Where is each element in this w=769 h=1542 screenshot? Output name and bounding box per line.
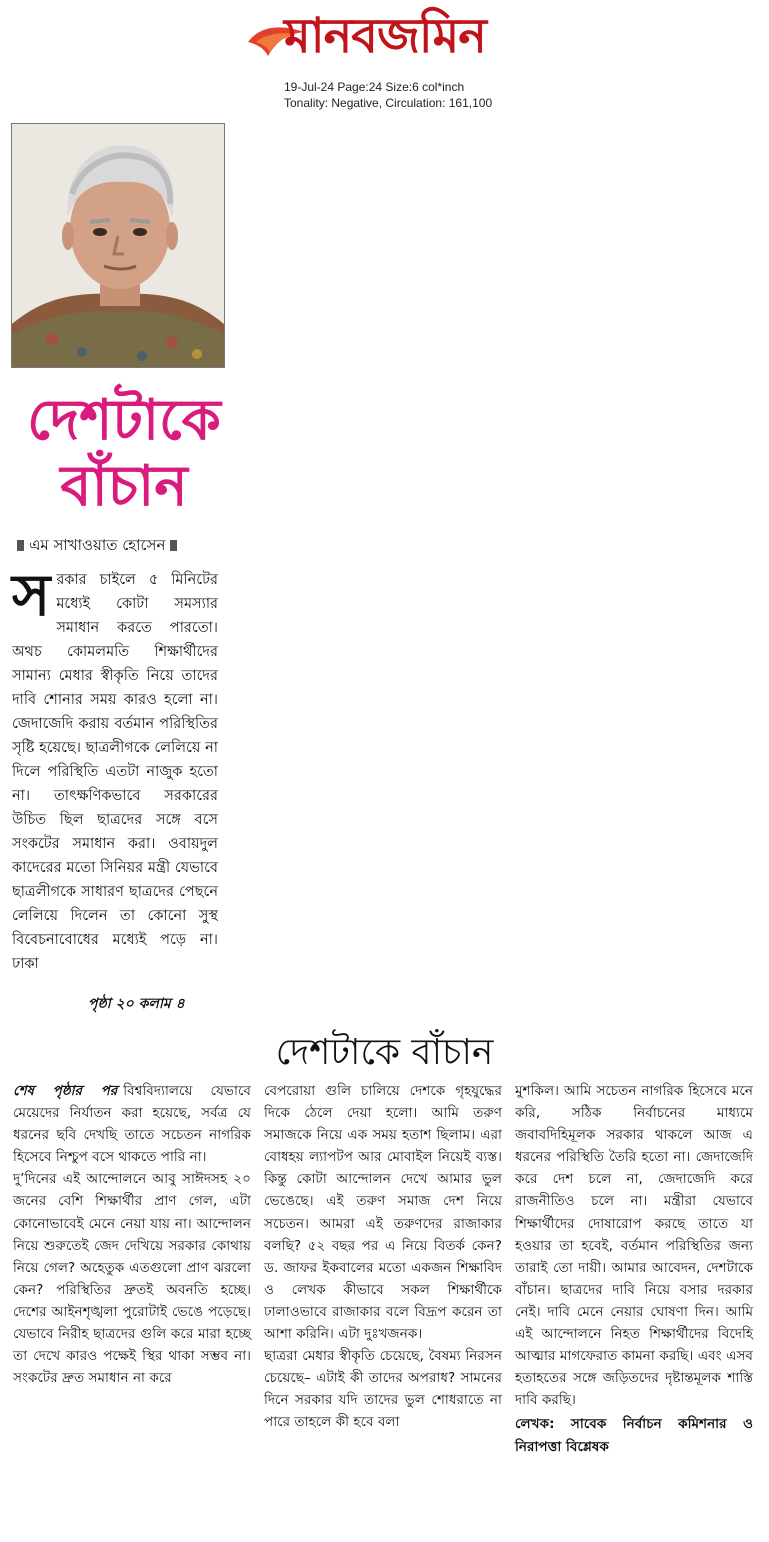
intro-paragraph (12, 561, 218, 976)
intro-text: রকার চাইলে ৫ মিনিটের মধ্যেই কোটা সমস্যার সমাধান করতে পারতো। অথচ কোমলমতি শিক্ষার্থীদের সামান্য মেধার স্বীকৃতি নিয়ে তাদের দাবি শোনার সময় কারও হলো না। জেদাজেদি করায় বর্তমান পরিস্থিতির সৃষ্টি হয়েছে। ছাত্রলীগকে লেলিয়ে না দিলে পরিস্থিতি এতটা নাজুক হতো না। তাৎক্ষণিকভাবে সরকারের উচিত ছিল ছাত্রদের সঙ্গে বসে সংকটের সমাধান করা। ওবায়দুল কাদেরের মতো সিনিয়র মন্ত্রী যেভাবে ছাত্রলীগকে সাধারণ ছাত্রদের পেছনে লেলিয়ে দিলেন তা কোনো সুস্থ বিবেচনাবোধের মধ্যেই পড়ে না। ঢাকা (12, 572, 218, 972)
column-3-para-1: মুশকিল। আমি সচেতন নাগরিক হিসেবে মনে করি, সঠিক নির্বাচনের মাধ্যমে জবাবদিহিমূলক সরকার থাকলে আজ এ ধরনের পরিস্থিতি তৈরি হতো না। জেদাজেদি করে দেশ চলে না, জেদাজেদি করে রাজনীতিও চলে না। মন্ত্রীরা যেভাবে শিক্ষার্থীদের দোষারোপ করছে তাতে যা হওয়ার তা হবেই, বর্তমান পরিস্থিতির জন্য তারাই তো দায়ী। আমার আবেদন, দেশটাকে বাঁচান। ছাত্রদের দাবি নিয়ে বসার দরকার নেই। দাবি মেনে নেয়ার ঘোষণা দিন। আমি এই আন্দোলনে নিহত শিক্ষার্থীদের বিদেহি আত্মার মাগফেরাত কামনা করছি। এবং এসব হতাহতের সঙ্গে জড়িতদের দৃষ্টান্তমূলক শাস্তি দাবি করছি। (515, 1083, 753, 1409)
portrait-illustration (12, 124, 224, 367)
square-bullet-icon (17, 540, 24, 551)
column-1 (13, 1080, 251, 1389)
column-2-para-1: বেপরোয়া গুলি চালিয়ে দেশকে গৃহযুদ্ধের দিকে ঠেলে দেয়া হলো। আমি তরুণ সমাজকে নিয়ে এক সময় হতাশ ছিলাম। এরা বোধহয় ল্যাপটপ আর মোবাইল নিয়েই ব্যস্ত। কিন্তু কোটা আন্দোলন দেখে আমার ভুল ভেঙেছে। এই তরুণ সমাজ দেশ নিয়ে সচেতন। আমরা এই তরুণদের রাজাকার বলছি? ৫২ বছর পর এ নিয়ে বিতর্ক কেন? ড. জাফর ইকবালের মতো একজন শিক্ষাবিদ ও লেখক কীভাবে সকল শিক্ষার্থীকে ঢালাওভাবে রাজাকার বলে বিদ্রূপ করেন তা আশা করিনি। এটা দুঃখজনক। (264, 1083, 502, 1343)
column-1-para-2: দু’দিনের এই আন্দোলনে আবু সাঈদসহ ২০ জনের বেশি শিক্ষার্থীর প্রাণ গেল, এটা কোনোভাবেই মেনে নেয়া যায় না। আন্দোলন নিয়ে শুরুতেই জেদ দেখিয়ে সরকার কোথায় নিয়ে গেল? অহেতুক এতগুলো প্রাণ ঝরলো কেন? পরিস্থিতির দ্রুতই অবনতি হচ্ছে। দেশের আইনশৃঙ্খলা পুরোটাই ভেঙে পড়েছে। যেভাবে নিরীহ ছাত্রদের গুলি করে মারা হচ্ছে তা দেখে কারও পক্ষেই স্থির থাকা সম্ভব না। সংকটের দ্রুত সমাধান না করে (13, 1171, 251, 1387)
jump-line: পৃষ্ঠা ২০ কলাম ৪ (88, 996, 185, 1012)
column-2 (264, 1080, 502, 1434)
continued-lead: শেষ পৃষ্ঠার পর (13, 1083, 118, 1099)
column-3 (515, 1080, 753, 1458)
headline (14, 388, 234, 520)
headline-line-1: দেশটাকে (27, 388, 221, 453)
column-2-para-2: ছাত্ররা মেধার স্বীকৃতি চেয়েছে, বৈষম্য নিরসন চেয়েছে– এটাই কী তাদের অপরাধ? সামনের দিনে সরকার যদি তাদের ভুল শোধরাতে না পারে তাহলে কী হবে বলা (264, 1348, 502, 1431)
continued-headline: দেশটাকে বাঁচান (275, 1032, 494, 1073)
masthead (0, 0, 769, 110)
square-bullet-icon (170, 540, 177, 551)
author-note: লেখক: সাবেক নির্বাচন কমিশনার ও নিরাপত্তা বিশ্লেষক (515, 1416, 753, 1455)
headline-line-2: বাঁচান (60, 454, 188, 519)
column-1-para-1 (13, 1080, 251, 1168)
byline (12, 534, 182, 559)
clip-meta-tonality: Tonality: Negative, Circulation: 161,100 (284, 96, 493, 110)
author-photo (11, 123, 225, 368)
drop-cap: স (12, 561, 51, 629)
newspaper-brand: মানবজমিন (284, 8, 486, 64)
column-1-text-1: বিশ্ববিদ্যালয়ে যেভাবে মেয়েদের নির্যাতন করা হয়েছে, সর্বত্র যে ধরনের ছবি দেখছি তাতে সচেতন নাগরিক হিসেবে নিশ্চুপ বসে থাকতে পারি না। (13, 1083, 251, 1166)
byline-author: এম সাখাওয়াত হোসেন (29, 536, 166, 554)
clip-meta-date: 19-Jul-24 Page:24 Size:6 col*inch (284, 80, 465, 94)
